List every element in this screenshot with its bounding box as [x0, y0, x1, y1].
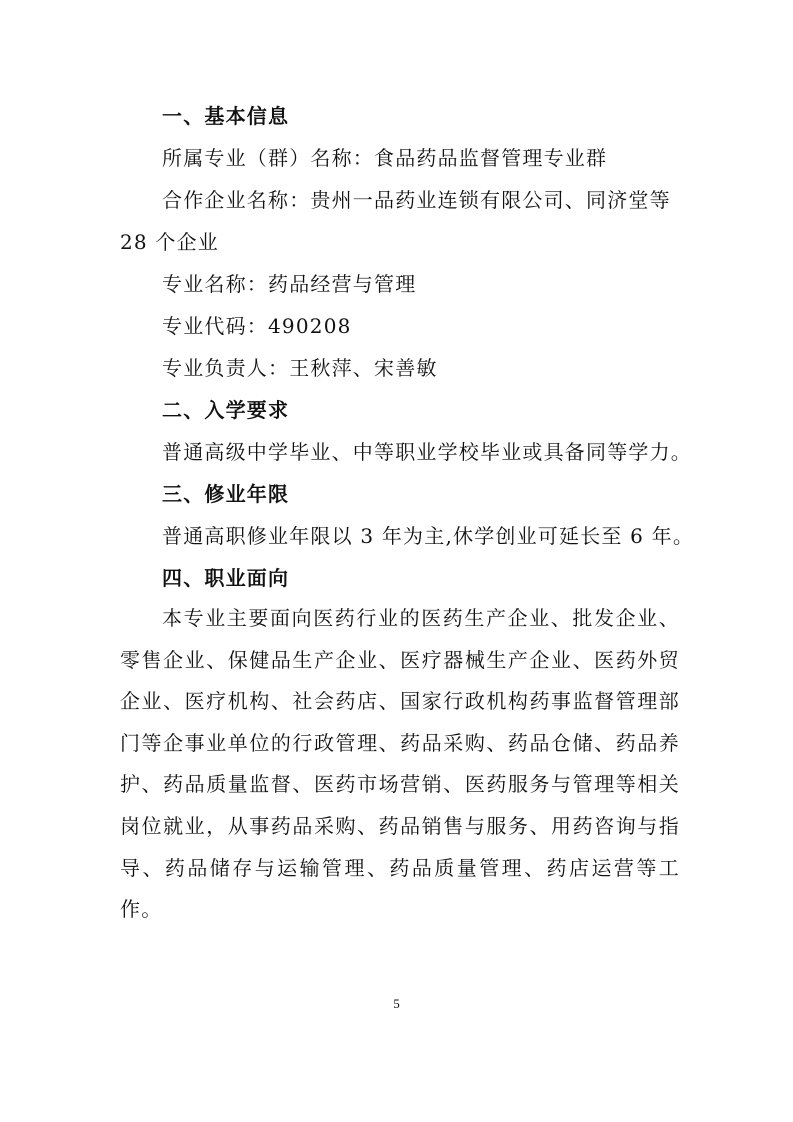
partner-line-1: 合作企业名称：贵州一品药业连锁有限公司、同济堂等	[162, 188, 671, 212]
section-heading-basic-info: 一、基本信息	[162, 104, 290, 128]
career-paragraph: 本专业主要面向医药行业的医药生产企业、批发企业、零售企业、保健品生产企业、医疗器械生产企业、医药外贸企业、医疗机构、社会药店、国家行政机构药事监督管理部门等企事业单位的行政管理、药品采购、药品仓储、药品养护、药品质量监督、医药市场营销、医药服务与管理等相关岗位就业，从事药品采购、药品销售与服务、用药咨询与指导、药品储存与运输管理、药品质量管理、药店运营等工作。	[120, 606, 680, 922]
leaders-line: 专业负责人：王秋萍、宋善敏	[162, 356, 438, 380]
major-code-line: 专业代码：490208	[162, 314, 352, 338]
admission-text: 普通高级中学毕业、中等职业学校毕业或具备同等学力。	[162, 440, 692, 464]
section-heading-duration: 三、修业年限	[162, 482, 290, 506]
section-heading-career: 四、职业面向	[162, 566, 290, 590]
major-name-line: 专业名称：药品经营与管理	[162, 272, 417, 296]
page-number: 5	[393, 996, 400, 1011]
section-heading-admission: 二、入学要求	[162, 398, 290, 422]
partner-line-2: 28 个企业	[120, 230, 220, 254]
major-group-line: 所属专业（群）名称：食品药品监督管理专业群	[162, 146, 608, 170]
duration-text: 普通高职修业年限以 3 年为主,休学创业可延长至 6 年。	[162, 524, 695, 548]
